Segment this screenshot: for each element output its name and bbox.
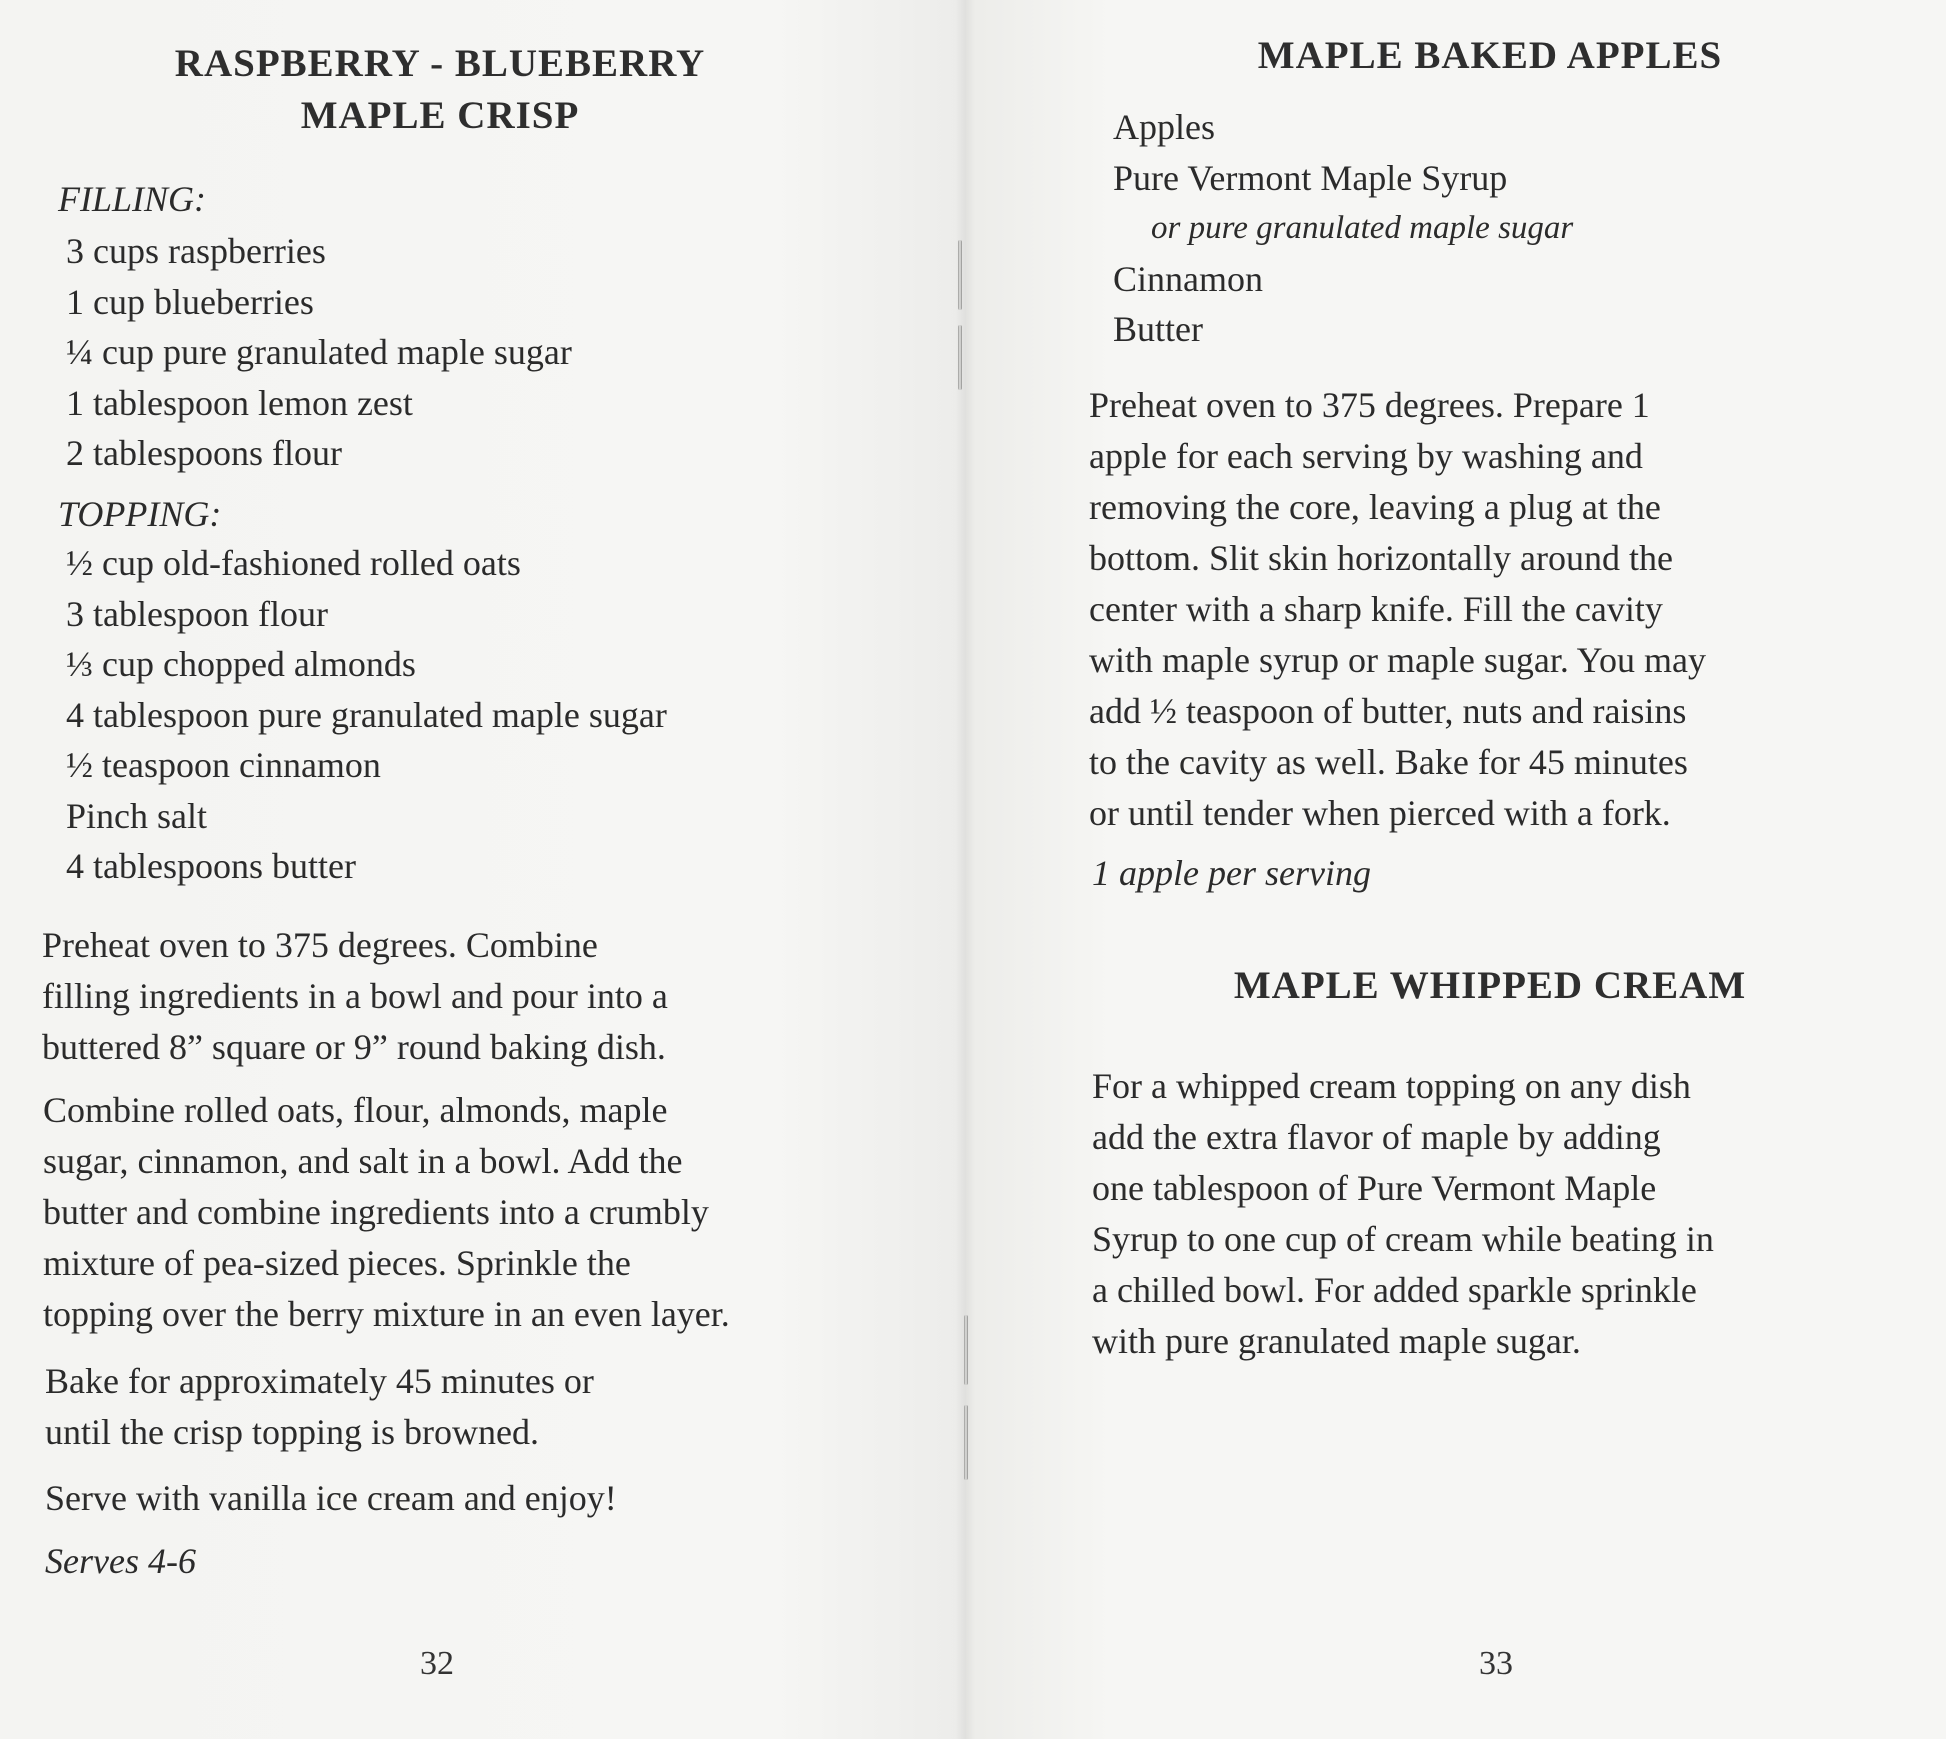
staple: [958, 325, 962, 390]
text-line: with maple syrup or maple sugar. You may: [1089, 640, 1706, 680]
text-line: until the crisp topping is browned.: [45, 1412, 539, 1452]
title-line: RASPBERRY - BLUEBERRY: [174, 42, 706, 85]
text-line: or until tender when pierced with a fork.: [1089, 793, 1671, 833]
serves-note: Serves 4-6: [45, 1541, 196, 1581]
apples-ingredient-list: [1113, 102, 1573, 355]
staple: [964, 1405, 968, 1480]
list-item: 2 tablespoons flour: [66, 433, 342, 473]
text-line: one tablespoon of Pure Vermont Maple: [1092, 1168, 1657, 1208]
list-item: 4 tablespoon pure granulated maple sugar: [66, 694, 667, 735]
list-item: ½ cup old-fashioned rolled oats: [66, 543, 521, 583]
recipe-title-whipped-cream: MAPLE WHIPPED CREAM: [1233, 964, 1747, 1007]
staple: [964, 1315, 968, 1385]
text-line: Syrup to one cup of cream while beating in: [1092, 1219, 1714, 1259]
list-item: Butter: [1113, 309, 1203, 349]
list-item: 3 tablespoon flour: [66, 593, 328, 634]
list-item: ½ teaspoon cinnamon: [66, 745, 381, 785]
topping-list: [66, 538, 667, 892]
list-item-note: or pure granulated maple sugar: [1151, 210, 1574, 246]
recipe-title-baked-apples: MAPLE BAKED APPLES: [1257, 34, 1723, 77]
text-line: removing the core, leaving a plug at the: [1089, 487, 1661, 527]
filling-label: FILLING:: [58, 179, 207, 219]
filling-list: [66, 226, 572, 479]
page-number: 32: [420, 1645, 454, 1682]
staple: [958, 240, 962, 310]
whipped-cream-instructions: [1092, 1061, 1714, 1367]
text-line: apple for each serving by washing and: [1089, 436, 1643, 476]
text-line: topping over the berry mixture in an even layer.: [43, 1294, 730, 1334]
instructions-paragraph: [45, 1473, 617, 1524]
text-line: with pure granulated maple sugar.: [1092, 1321, 1581, 1361]
text-line: sugar, cinnamon, and salt in a bowl. Add the: [43, 1141, 683, 1181]
text-line: butter and combine ingredients into a crumbly: [43, 1192, 709, 1232]
serving-note: 1 apple per serving: [1092, 853, 1371, 893]
text-line: center with a sharp knife. Fill the cavity: [1089, 589, 1663, 629]
text-line: For a whipped cream topping on any dish: [1092, 1066, 1691, 1106]
instructions-paragraph: [43, 1085, 730, 1340]
page-number: 33: [1479, 1645, 1513, 1682]
instructions-paragraph: [45, 1356, 594, 1458]
list-item: ⅓ cup chopped almonds: [66, 644, 416, 684]
list-item: Apples: [1113, 107, 1215, 147]
text-line: bottom. Slit skin horizontally around the: [1089, 538, 1673, 578]
list-item: 4 tablespoons butter: [66, 846, 356, 886]
text-line: add the extra flavor of maple by adding: [1092, 1117, 1661, 1157]
text-line: Preheat oven to 375 degrees. Combine: [42, 925, 598, 965]
list-item: 1 tablespoon lemon zest: [66, 382, 413, 423]
list-item: 1 cup blueberries: [66, 281, 314, 322]
list-item: Pinch salt: [66, 795, 207, 836]
text-line: add ½ teaspoon of butter, nuts and raisins: [1089, 691, 1687, 731]
text-line: Serve with vanilla ice cream and enjoy!: [45, 1478, 617, 1518]
list-item: ¼ cup pure granulated maple sugar: [66, 332, 572, 372]
title-line: MAPLE CRISP: [300, 94, 580, 137]
text-line: filling ingredients in a bowl and pour into a: [42, 976, 668, 1016]
topping-label: TOPPING:: [58, 494, 222, 534]
list-item: 3 cups raspberries: [66, 231, 326, 271]
text-line: Bake for approximately 45 minutes or: [45, 1361, 594, 1401]
text-line: a chilled bowl. For added sparkle sprinkle: [1092, 1270, 1697, 1310]
text-line: to the cavity as well. Bake for 45 minutes: [1089, 742, 1688, 782]
apples-instructions: [1089, 380, 1706, 839]
recipe-title-crisp: [130, 38, 750, 142]
instructions-paragraph: [42, 920, 668, 1073]
text-line: mixture of pea-sized pieces. Sprinkle the: [43, 1243, 631, 1283]
text-line: Combine rolled oats, flour, almonds, maple: [43, 1090, 668, 1130]
text-line: Preheat oven to 375 degrees. Prepare 1: [1089, 385, 1650, 425]
text-line: buttered 8” square or 9” round baking dish.: [42, 1027, 666, 1067]
list-item: Cinnamon: [1113, 258, 1263, 299]
list-item: Pure Vermont Maple Syrup: [1113, 157, 1508, 198]
